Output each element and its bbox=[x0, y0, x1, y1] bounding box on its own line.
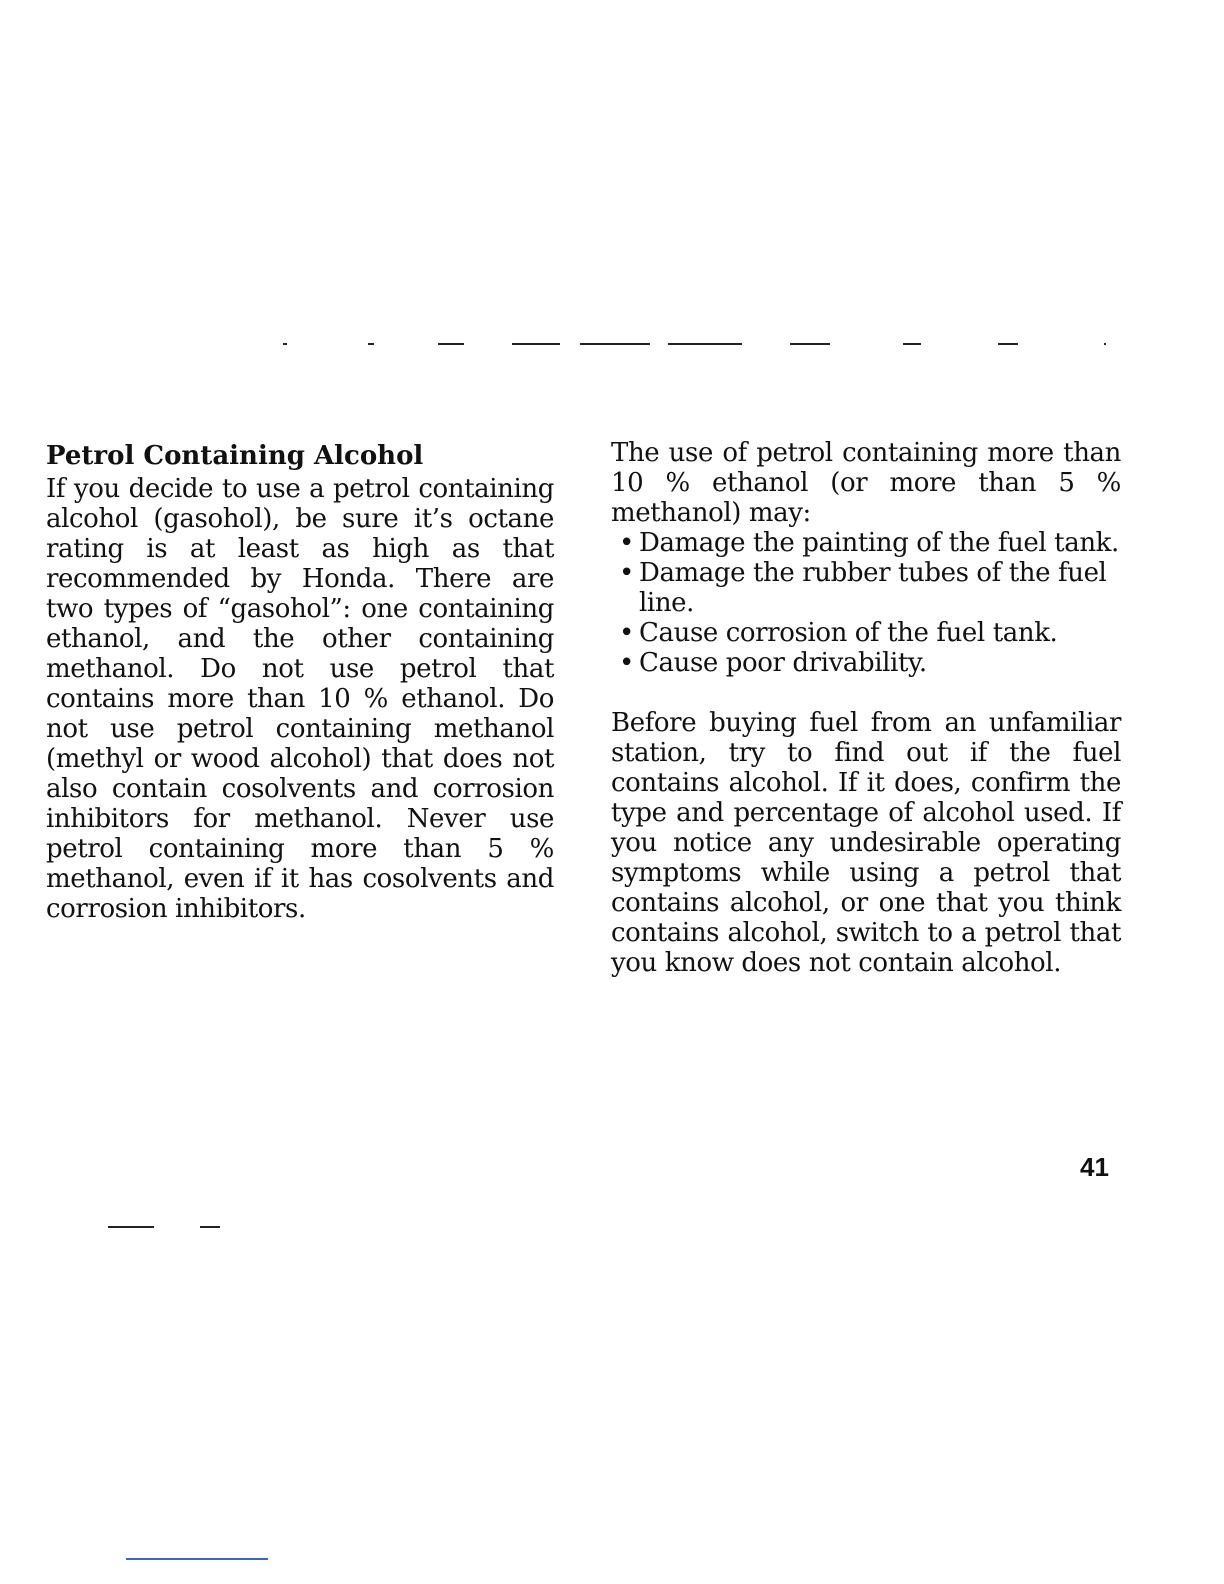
section-heading: Petrol Containing Alcohol bbox=[46, 441, 424, 471]
right-paragraph: Before buying fuel from an unfamiliar station, try to find out if the fuel contains alcohol. If it does, confirm the type and percentage of alcohol used. If you notice any undesirable operating symptoms while using a petrol that contains alcohol, or one that you think contains alcohol, switch to a petrol that you know does not contain alcohol. bbox=[611, 708, 1121, 978]
scan-artifact-line bbox=[512, 343, 560, 345]
page-number: 41 bbox=[1080, 1152, 1109, 1182]
scan-artifact-line bbox=[790, 343, 830, 345]
scan-artifact-line bbox=[368, 343, 374, 345]
left-column bbox=[46, 438, 554, 924]
right-intro: The use of petrol containing more than 10 % ethanol (or more than 5 % methanol) may: bbox=[611, 438, 1121, 528]
scan-artifact-line bbox=[903, 343, 921, 345]
list-item: • Damage the painting of the fuel tank. bbox=[619, 528, 1121, 558]
scan-artifact-line bbox=[438, 343, 464, 345]
list-item: • Cause corrosion of the fuel tank. bbox=[619, 618, 1121, 648]
spacer bbox=[611, 678, 1121, 708]
scan-artifact-line bbox=[108, 1226, 154, 1228]
scan-artifact-line bbox=[1104, 343, 1106, 345]
scan-artifact-line bbox=[668, 343, 742, 345]
left-paragraph: If you decide to use a petrol containing alcohol (gasohol), be sure it’s octane rating is at least as high as that recommended by Honda. There are two types of “gasohol”: one containing ethanol, and the other containing methanol. Do not use petrol that contains more than 10 % ethanol. Do not use petrol containing methanol (methyl or wood alcohol) that does not also contain cosolvents and corrosion inhibitors for methanol. Never use petrol containing more than 5 % methanol, even if it has cosolvents and corrosion inhibitors. bbox=[46, 474, 554, 924]
scan-artifact-line bbox=[580, 343, 650, 345]
scan-artifact-line bbox=[998, 343, 1018, 345]
bottom-blue-line bbox=[126, 1558, 268, 1560]
damage-list bbox=[611, 528, 1121, 678]
list-item: • Cause poor drivability. bbox=[619, 648, 1121, 678]
right-column bbox=[611, 438, 1121, 978]
scan-artifact-line bbox=[283, 343, 287, 345]
list-item: • Damage the rubber tubes of the fuel line. bbox=[619, 558, 1121, 618]
scan-artifact-line bbox=[200, 1226, 220, 1228]
